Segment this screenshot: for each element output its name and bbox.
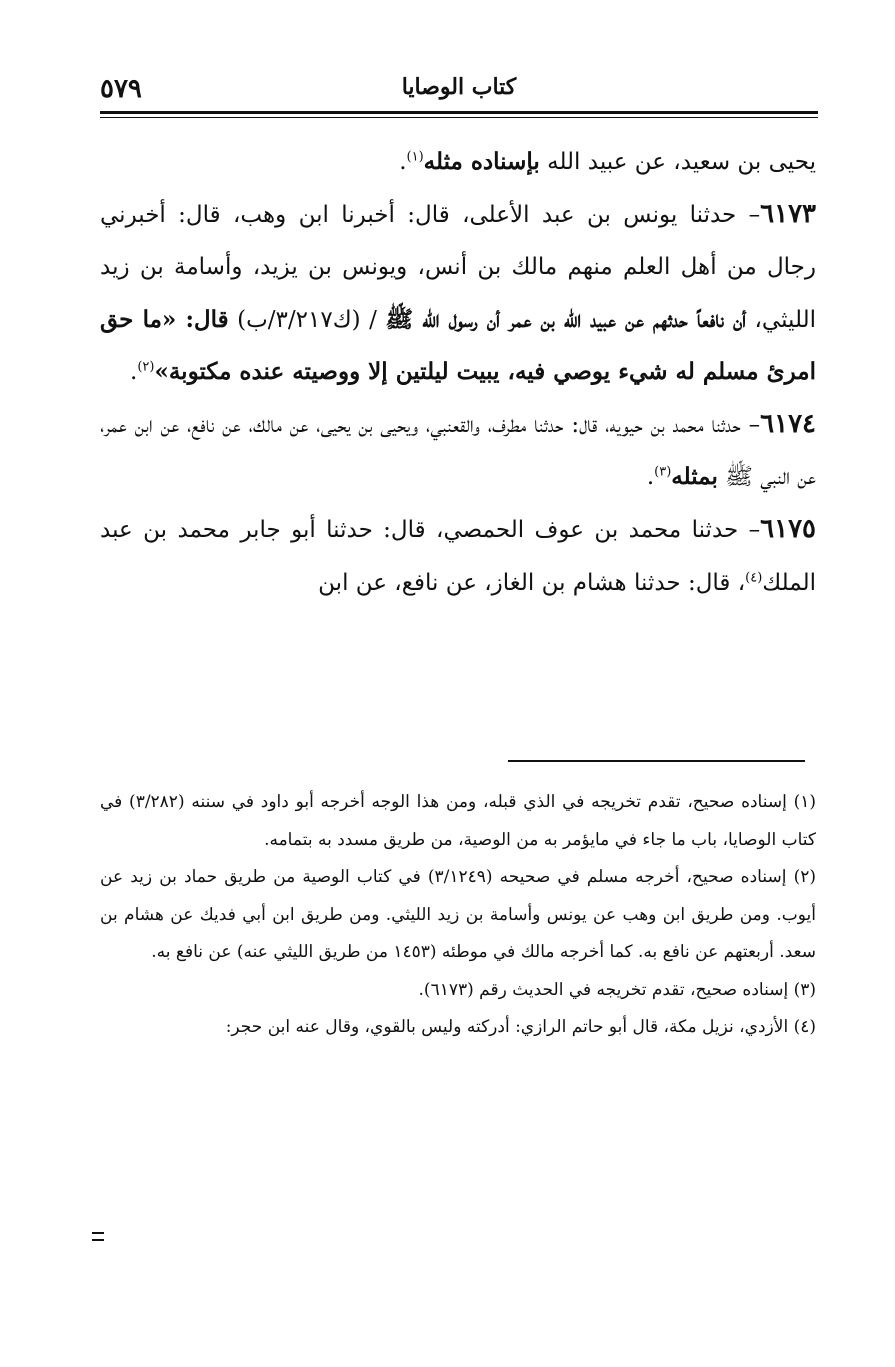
continuation-mark [92,1232,104,1241]
bold-text: بمثله [671,463,718,491]
hadith-6174 [100,398,816,503]
hadith-6175 [100,503,816,608]
footnote-ref-1[interactable]: (١) [406,149,424,165]
text: . [130,358,138,385]
bold-text: قال: «ما حق امرئ مسلم له شيء يوصي فيه، يبيت ليلتين إلا ووصيته عنده مكتوبة» [100,305,816,385]
text: – حدثنا محمد بن عوف الحمصي، قال: حدثنا أبو جابر محمد بن عبد الملك [100,517,816,596]
hadith-number: ٦١٧٥ [760,514,816,545]
footnote-ref-2[interactable]: (٢) [137,359,155,375]
footnote-ref-3[interactable]: (٣) [654,464,672,480]
footnote-ref-4[interactable]: (٤) [745,569,763,585]
hadith-number: ٦١٧٤ [760,409,816,440]
running-title: كتاب الوصايا [401,74,517,100]
footnotes [100,784,816,1047]
main-text [100,136,816,609]
paragraph-1 [100,136,816,188]
footnote-separator [508,760,805,762]
text: ، قال: حدثنا هشام بن الغاز، عن نافع، عن ابن [318,569,746,596]
hadith-6173 [100,188,816,398]
text: . [399,149,407,175]
page-number: ٥٧٩ [100,74,142,104]
text: – حدثنا يونس بن عبد الأعلى، قال: أخبرنا ابن وهب، قال: أخبرني رجال من أهل العلم منهم مالك بن أنس، ويونس بن يزيد، وأسامة بن زيد الليثي، [100,202,816,333]
header-rule-thin [100,117,818,118]
text: . [646,464,655,491]
text: – حدثنا محمد بن حيويه، قال: حدثنا مطرف، والقعنبي، ويحيى بن يحيى، عن مالك، عن نافع، عن ابن عمر، عن النبي ﷺ [100,412,816,491]
footnote-2: (٢) إسناده صحيح، أخرجه مسلم في صحيحه (٣/١٢٤٩) في كتاب الوصية من طريق حماد بن زيد عن أيوب. ومن طريق ابن وهب عن يونس وأسامة بن زيد الليثي. ومن طريق ابن أبي فديك عن هشام بن سعد. أربعتهم عن نافع به. كما أخرجه مالك في موطئه (١٤٥٣ من طريق الليثي عنه) عن نافع به. [100,867,816,962]
footnote-3: (٣) إسناده صحيح، تقدم تخريجه في الحديث رقم (٦١٧٣). [418,979,816,1000]
text: يحيى بن سعيد، عن عبيد الله [539,149,816,175]
footnote-4: (٤) الأزدي، نزيل مكة، قال أبو حاتم الرازي: أدركته وليس بالقوي، وقال عنه ابن حجر: [225,1017,816,1037]
footnote-1: (١) إسناده صحيح، تقدم تخريجه في الذي قبله، ومن هذا الوجه أخرجه أبو داود في سننه (٣/٢٨٢) في كتاب الوصايا، باب ما جاء في مايؤمر به من الوصية، من طريق مسدد به بتمامه. [100,792,816,850]
bold-text: بإسناده مثله [423,148,540,175]
hadith-number: ٦١٧٣ [760,199,816,230]
text: / (ك٣/٢١٧/ب) [228,306,386,333]
header-rule-thick [100,111,818,114]
page-header [100,68,818,112]
bold-text: أن نافعاً حدثهم عن عبيد الله بن عمر أن رسول الله ﷺ [385,305,747,333]
